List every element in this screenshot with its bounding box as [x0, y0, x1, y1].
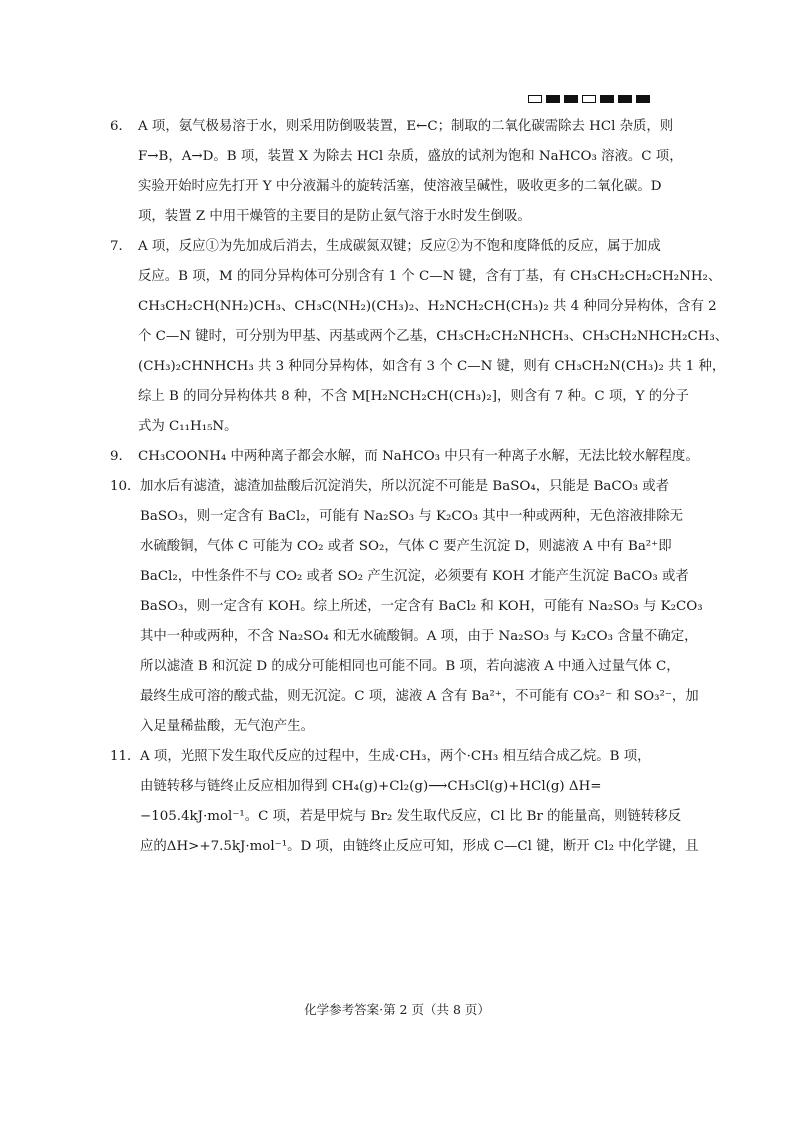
text-line: 加水后有滤渣，滤渣加盐酸后沉淀消失，所以沉淀不可能是 BaSO₄，只能是 BaCO₃ 或者	[140, 479, 670, 494]
text-line: A 项，氨气极易溶于水，则采用防倒吸装置，E←C；制取的二氧化碳需除去 HCl 杂质，则	[138, 119, 674, 134]
text-line: A 项，反应①为先加成后消去，生成碳氮双键；反应②为不饱和度降低的反应，属于加成	[138, 239, 661, 254]
answer-item-9	[110, 442, 699, 472]
text-line: F→B，A→D。B 项，装置 X 为除去 HCl 杂质，盛放的试剂为饱和 NaHCO₃ 溶液。C 项，	[138, 149, 683, 164]
item-body	[138, 112, 685, 232]
text-line: BaSO₃，则一定含有 BaCl₂，可能有 Na₂SO₃ 与 K₂CO₃ 其中一种或两种，无色溶液排除无	[140, 509, 684, 524]
answer-item-10	[110, 472, 703, 742]
text-line: 应的ΔH>+7.5kJ·mol⁻¹。D 项，由链终止反应可知，形成 C—Cl 键，断开 Cl₂ 中化学键，且	[140, 839, 699, 854]
text-line: −105.4kJ·mol⁻¹。C 项，若是甲烷与 Br₂ 发生取代反应，Cl 比 Br 的能量高，则链转移反	[140, 809, 682, 824]
text-line: 水硫酸铜，气体 C 可能为 CO₂ 或者 SO₂，气体 C 要产生沉淀 D，则滤液 A 中有 Ba²⁺即	[140, 539, 672, 554]
text-line: 由链转移与链终止反应相加得到 CH₄(g)+Cl₂(g)⟶CH₃Cl(g)+HCl(g) ΔH=	[140, 779, 602, 794]
text-line: BaSO₃，则一定含有 KOH。综上所述，一定含有 BaCl₂ 和 KOH，可能有 Na₂SO₃ 与 K₂CO₃	[140, 599, 703, 614]
text-line: 式为 C₁₁H₁₅N。	[138, 419, 238, 434]
item-body	[138, 442, 699, 472]
text-line: (CH₃)₂CHNHCH₃ 共 3 种同分异构体，如含有 3 个 C—N 键，则有 CH₃CH₂N(CH₃)₂ 共 1 种，	[138, 359, 726, 374]
header-mark-filled	[564, 95, 578, 103]
text-line: 其中一种或两种，不含 Na₂SO₄ 和无水硫酸铜。A 项，由于 Na₂SO₃ 与 K₂CO₃ 含量不确定，	[140, 629, 698, 644]
page-footer: 化学参考答案·第 2 页（共 8 页）	[304, 1002, 490, 1017]
header-mark-filled	[600, 95, 614, 103]
text-line: 个 C—N 键时，可分别为甲基、丙基或两个乙基，CH₃CH₂CH₂NHCH₃、CH₃CH₂NHCH₂CH₃、	[138, 329, 729, 344]
header-mark-hollow	[528, 95, 542, 103]
text-line: 最终生成可溶的酸式盐，则无沉淀。C 项，滤液 A 含有 Ba²⁺，不可能有 CO₃²⁻ 和 SO₃²⁻，加	[140, 689, 699, 704]
text-line: 综上 B 的同分异构体共 8 种，不含 M[H₂NCH₂CH(CH₃)₂]，则含有 7 种。C 项，Y 的分子	[138, 389, 689, 404]
item-number: 10．	[110, 479, 141, 494]
text-line: 项，装置 Z 中用干燥管的主要目的是防止氨气溶于水时发生倒吸。	[138, 209, 531, 224]
header-mark-filled	[618, 95, 632, 103]
answer-item-6	[110, 112, 685, 232]
text-line: CH₃COONH₄ 中两种离子都会水解，而 NaHCO₃ 中只有一种离子水解，无法比较水解程度。	[138, 449, 699, 464]
item-number: 7．	[110, 239, 132, 254]
header-mark-hollow	[582, 95, 596, 103]
text-line: 入足量稀盐酸，无气泡产生。	[140, 719, 315, 734]
text-line: A 项，光照下发生取代反应的过程中，生成·CH₃，两个·CH₃ 相互结合成乙烷。B 项，	[140, 749, 651, 764]
item-number: 9．	[110, 449, 132, 464]
text-line: BaCl₂，中性条件不与 CO₂ 或者 SO₂ 产生沉淀，必须要有 KOH 才能产生沉淀 BaCO₃ 或者	[140, 569, 689, 584]
header-mark-filled	[546, 95, 560, 103]
item-body	[140, 472, 703, 742]
text-line: CH₃CH₂CH(NH₂)CH₃、CH₃C(NH₂)(CH₃)₂、H₂NCH₂CH(CH₃)₂ 共 4 种同分异构体，含有 2	[138, 299, 717, 314]
answer-item-7	[110, 232, 729, 442]
text-line: 实验开始时应先打开 Y 中分液漏斗的旋转活塞，使溶液呈碱性，吸收更多的二氧化碳。D	[138, 179, 662, 194]
header-marks	[528, 95, 650, 103]
item-number: 11．	[110, 749, 141, 764]
item-body	[140, 742, 699, 862]
answer-content	[110, 112, 729, 862]
header-mark-filled	[636, 95, 650, 103]
answer-item-11	[110, 742, 699, 862]
text-line: 所以滤渣 B 和沉淀 D 的成分可能相同也可能不同。B 项，若向滤液 A 中通入过量气体 C，	[140, 659, 680, 674]
item-number: 6．	[110, 119, 132, 134]
text-line: 反应。B 项，M 的同分异构体可分别含有 1 个 C—N 键，含有丁基，有 CH₃CH₂CH₂CH₂NH₂、	[138, 269, 722, 284]
item-body	[138, 232, 728, 442]
